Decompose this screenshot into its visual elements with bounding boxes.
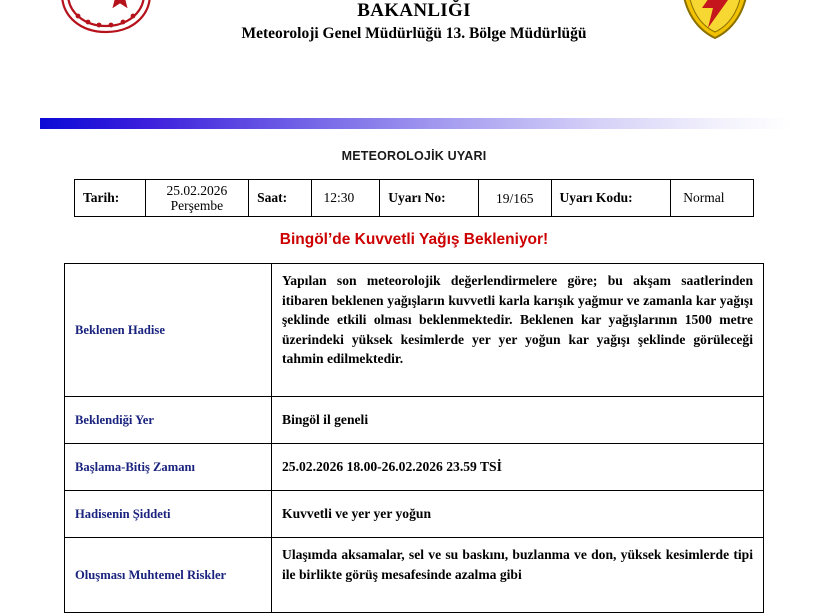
document-header xyxy=(0,0,828,62)
detail-text-expected-event: Yapılan son meteorolojik değerlendirmelere göre; bu akşam saatlerinden itibaren beklenen yağışların kuvvetli karla karışık yağmur ve zamanla kar yağışı şeklinde etkili olması beklenmektedir. Beklenen kar yağışlarının 1500 metre üzerindeki yüksek kesimlerde yer yer yoğun kar yağışı şeklinde görüleceği tahmin edilmektedir. xyxy=(272,264,764,397)
date-value-line2: Perşembe xyxy=(170,198,224,213)
warning-code-value: Normal xyxy=(671,180,754,217)
warning-detail-table xyxy=(64,263,764,613)
detail-text-expected-location: Bingöl il geneli xyxy=(272,397,764,444)
table-row xyxy=(65,491,764,538)
table-row xyxy=(75,180,754,217)
table-row xyxy=(65,444,764,491)
decorative-gradient-bar xyxy=(40,118,792,129)
header-directorate-line: Meteoroloji Genel Müdürlüğü 13. Bölge Müdürlüğü xyxy=(241,25,587,42)
time-value: 12:30 xyxy=(311,180,380,217)
detail-key-start-end-time: Başlama-Bitiş Zamanı xyxy=(65,444,272,491)
detail-key-severity: Hadisenin Şiddeti xyxy=(65,491,272,538)
warning-code-label: Uyarı Kodu: xyxy=(551,180,671,217)
turkish-state-emblem-icon xyxy=(46,0,166,40)
warning-info-table xyxy=(74,179,754,217)
date-value xyxy=(145,180,248,217)
detail-text-severity: Kuvvetli ve yer yer yoğun xyxy=(272,491,764,538)
date-label: Tarih: xyxy=(75,180,146,217)
detail-key-expected-location: Beklendiği Yer xyxy=(65,397,272,444)
table-row xyxy=(65,264,764,397)
detail-key-possible-risks: Oluşması Muhtemel Riskler xyxy=(65,538,272,613)
page-title: METEOROLOJİK UYARI xyxy=(341,149,487,163)
detail-key-expected-event: Beklenen Hadise xyxy=(65,264,272,397)
time-label: Saat: xyxy=(249,180,311,217)
warning-number-value: 19/165 xyxy=(479,180,551,217)
date-value-line1: 25.02.2026 xyxy=(166,183,228,198)
warning-number-label: Uyarı No: xyxy=(380,180,479,217)
warning-headline: Bingöl’de Kuvvetli Yağış Bekleniyor! xyxy=(279,231,549,248)
detail-text-start-end-time: 25.02.2026 18.00-26.02.2026 23.59 TSİ xyxy=(272,444,764,491)
header-ministry-line: BAKANLIĞI xyxy=(357,0,471,21)
detail-text-possible-risks: Ulaşımda aksamalar, sel ve su baskını, buzlanma ve don, yüksek kesimlerde tipi ile birlikte görüş mesafesinde azalma gibi xyxy=(272,538,764,613)
mgm-lightning-shield-icon xyxy=(678,0,752,40)
table-row xyxy=(65,538,764,613)
table-row xyxy=(65,397,764,444)
